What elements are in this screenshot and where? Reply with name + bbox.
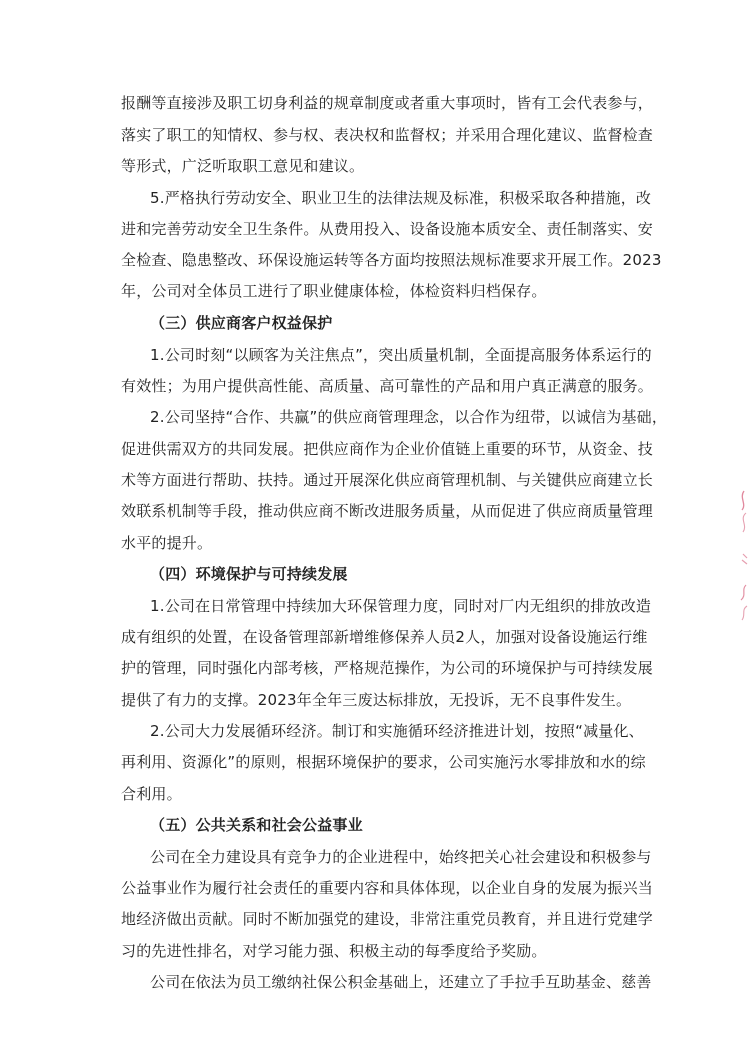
- paragraph-line: 效联系机制等手段，推动供应商不断改进服务质量，从而促进了供应商质量管理: [121, 502, 654, 520]
- paragraph-line: 地经济做出贡献。同时不断加强党的建设，非常注重党员教育，并且进行党建学: [121, 910, 654, 928]
- paragraph-line: 水平的提升。: [121, 534, 213, 552]
- paragraph-line: 全检查、隐患整改、环保设施运转等各方面均按照法规标准要求开展工作。2023: [121, 251, 662, 269]
- paragraph-line: 公司在全力建设具有竞争力的企业进程中，始终把关心社会建设和积极参与: [150, 848, 652, 866]
- section-heading: （五）公共关系和社会公益事业: [150, 816, 363, 834]
- paragraph-line: 术等方面进行帮助、扶持。通过开展深化供应商管理机制、与关键供应商建立长: [121, 471, 654, 489]
- stamp-edge-icon: [736, 488, 750, 628]
- paragraph-line: 合利用。: [121, 785, 182, 803]
- paragraph-line: 2.公司大力发展循环经济。制订和实施循环经济推进计划，按照“减量化、: [150, 722, 644, 740]
- section-heading: （三）供应商客户权益保护: [150, 314, 333, 332]
- paragraph-line: 等形式，广泛听取职工意见和建议。: [121, 157, 365, 175]
- paragraph-line: 公益事业作为履行社会责任的重要内容和具体体现，以企业自身的发展为振兴当: [121, 879, 654, 897]
- paragraph-line: 公司在依法为员工缴纳社保公积金基础上，还建立了手拉手互助基金、慈善: [150, 973, 652, 991]
- paragraph-line: 1.公司在日常管理中持续加大环保管理力度，同时对厂内无组织的排放改造: [150, 597, 652, 615]
- paragraph-line: 再利用、资源化”的原则，根据环境保护的要求，公司实施污水零排放和水的综: [121, 753, 646, 771]
- paragraph-line: 落实了职工的知情权、参与权、表决权和监督权；并采用合理化建议、监督检查: [121, 126, 654, 144]
- paragraph-line: 护的管理，同时强化内部考核，严格规范操作，为公司的环境保护与可持续发展: [121, 659, 654, 677]
- paragraph-line: 进和完善劳动安全卫生条件。从费用投入、设备设施本质安全、责任制落实、安: [121, 220, 654, 238]
- paragraph-line: 2.公司坚持“合作、共赢”的供应商管理理念，以合作为纽带，以诚信为基础，: [150, 408, 668, 426]
- paragraph-line: 年，公司对全体员工进行了职业健康体检，体检资料归档保存。: [121, 282, 547, 300]
- section-heading: （四）环境保护与可持续发展: [150, 565, 348, 583]
- paragraph-line: 报酬等直接涉及职工切身利益的规章制度或者重大事项时，皆有工会代表参与，: [121, 94, 654, 112]
- paragraph-line: 成有组织的处置，在设备管理部新增维修保养人员2人，加强对设备设施运行维: [121, 628, 648, 646]
- paragraph-line: 促进供需双方的共同发展。把供应商作为企业价值链上重要的环节，从资金、技: [121, 440, 654, 458]
- paragraph-line: 习的先进性排名，对学习能力强、积极主动的每季度给予奖励。: [121, 942, 547, 960]
- paragraph-line: 提供了有力的支撑。2023年全年三废达标排放，无投诉，无不良事件发生。: [121, 691, 632, 709]
- paragraph-line: 1.公司时刻“以顾客为关注焦点”，突出质量机制，全面提高服务体系运行的: [150, 346, 652, 364]
- paragraph-line: 有效性；为用户提供高性能、高质量、高可靠性的产品和用户真正满意的服务。: [121, 377, 654, 395]
- paragraph-line: 5.严格执行劳动安全、职业卫生的法律法规及标准，积极采取各种措施，改: [150, 189, 652, 207]
